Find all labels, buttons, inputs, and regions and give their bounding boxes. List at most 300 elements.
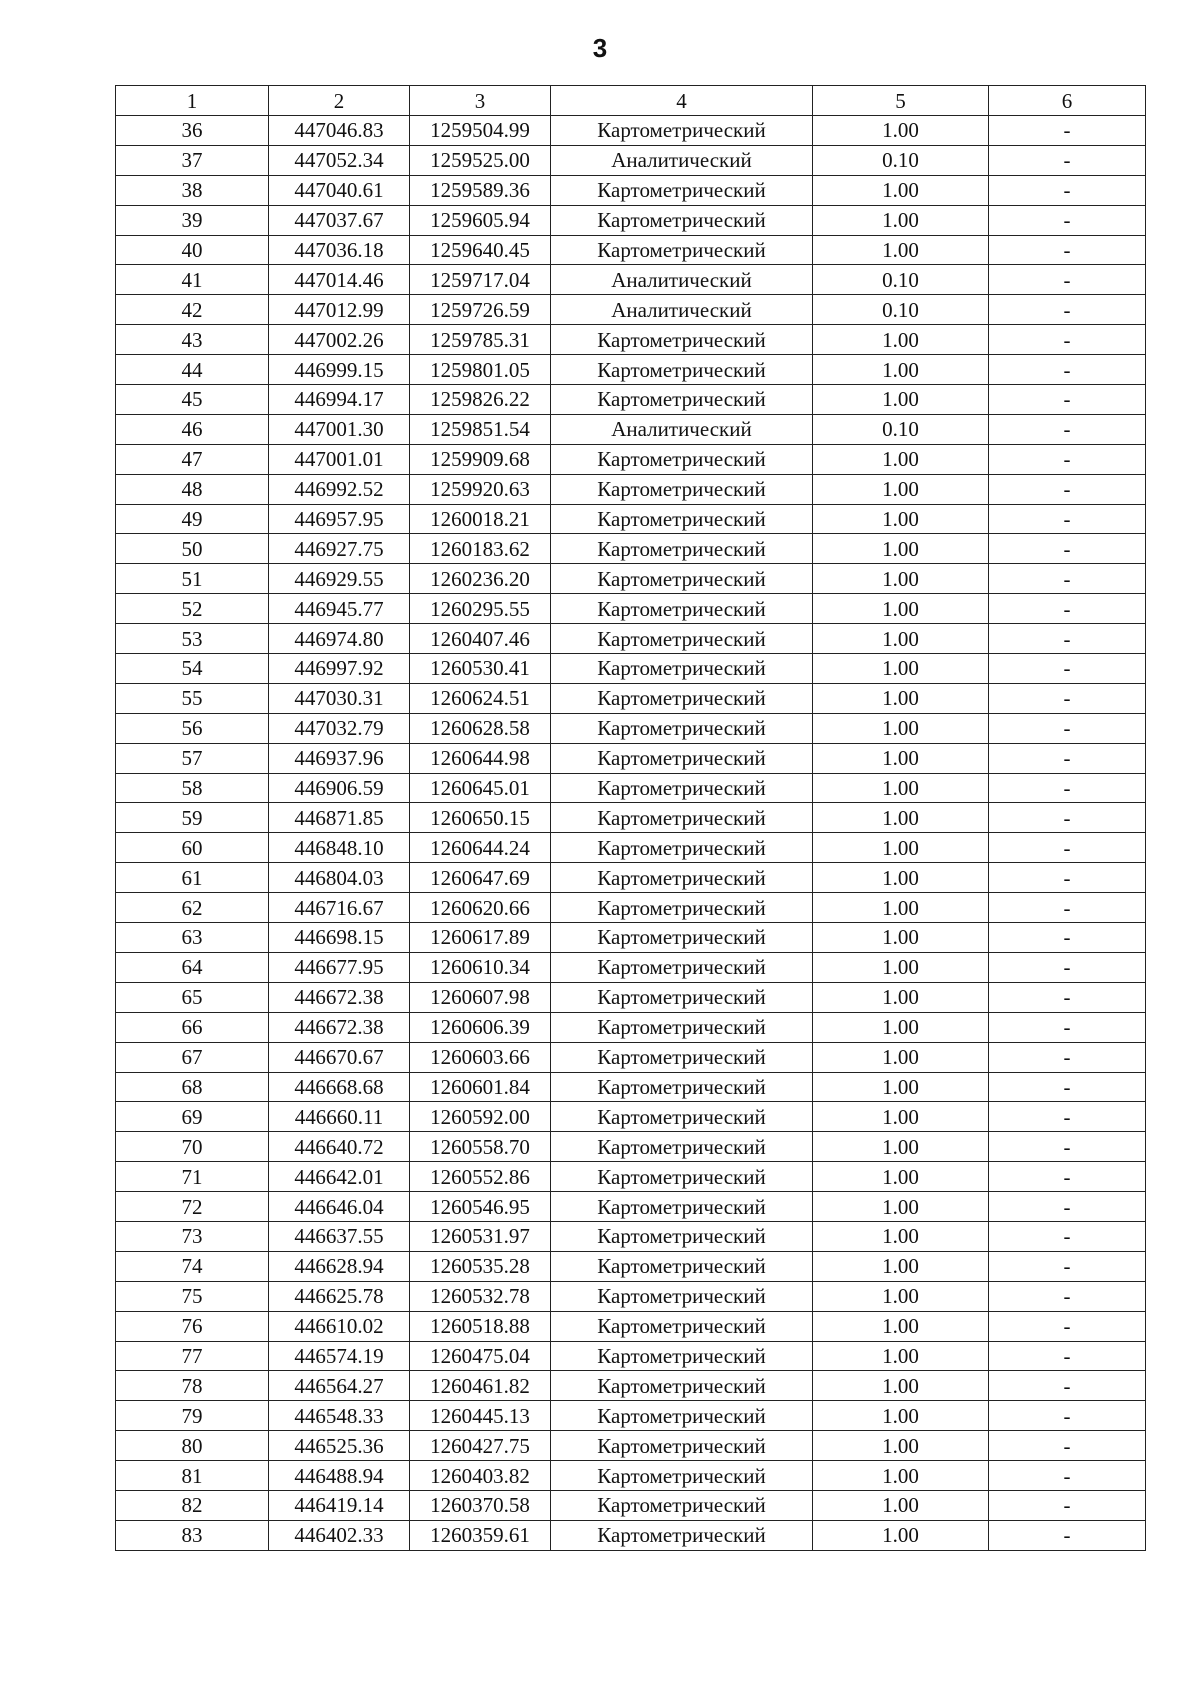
table-row bbox=[116, 952, 1146, 982]
coordinates-table bbox=[115, 85, 1146, 1551]
table-row bbox=[116, 982, 1146, 1012]
y-coordinate-cell: 1260532.78 bbox=[410, 1281, 551, 1311]
accuracy-cell: 1.00 bbox=[813, 1520, 989, 1550]
accuracy-cell: 0.10 bbox=[813, 295, 989, 325]
accuracy-cell: 1.00 bbox=[813, 1401, 989, 1431]
table-row bbox=[116, 923, 1146, 953]
method-cell: Картометрический bbox=[551, 594, 813, 624]
method-cell: Картометрический bbox=[551, 534, 813, 564]
method-cell: Картометрический bbox=[551, 803, 813, 833]
table-row bbox=[116, 414, 1146, 444]
y-coordinate-cell: 1259726.59 bbox=[410, 295, 551, 325]
note-cell: - bbox=[989, 1221, 1146, 1251]
y-coordinate-cell: 1260535.28 bbox=[410, 1251, 551, 1281]
note-cell: - bbox=[989, 414, 1146, 444]
point-number-cell: 46 bbox=[116, 414, 269, 444]
accuracy-cell: 1.00 bbox=[813, 564, 989, 594]
accuracy-cell: 1.00 bbox=[813, 773, 989, 803]
x-coordinate-cell: 447036.18 bbox=[269, 235, 410, 265]
note-cell: - bbox=[989, 923, 1146, 953]
table-row bbox=[116, 1461, 1146, 1491]
column-header-3: 3 bbox=[410, 86, 551, 116]
table-row bbox=[116, 1431, 1146, 1461]
method-cell: Картометрический bbox=[551, 1401, 813, 1431]
accuracy-cell: 1.00 bbox=[813, 1132, 989, 1162]
point-number-cell: 68 bbox=[116, 1072, 269, 1102]
point-number-cell: 59 bbox=[116, 803, 269, 833]
point-number-cell: 81 bbox=[116, 1461, 269, 1491]
note-cell: - bbox=[989, 355, 1146, 385]
table-header bbox=[116, 86, 1146, 116]
method-cell: Картометрический bbox=[551, 385, 813, 415]
table-row bbox=[116, 444, 1146, 474]
point-number-cell: 48 bbox=[116, 474, 269, 504]
table-row bbox=[116, 893, 1146, 923]
y-coordinate-cell: 1260461.82 bbox=[410, 1371, 551, 1401]
method-cell: Картометрический bbox=[551, 1520, 813, 1550]
y-coordinate-cell: 1259605.94 bbox=[410, 205, 551, 235]
x-coordinate-cell: 447012.99 bbox=[269, 295, 410, 325]
method-cell: Картометрический bbox=[551, 175, 813, 205]
table-row bbox=[116, 564, 1146, 594]
x-coordinate-cell: 446668.68 bbox=[269, 1072, 410, 1102]
method-cell: Картометрический bbox=[551, 1461, 813, 1491]
table-row bbox=[116, 235, 1146, 265]
note-cell: - bbox=[989, 893, 1146, 923]
method-cell: Картометрический bbox=[551, 205, 813, 235]
table-row bbox=[116, 594, 1146, 624]
y-coordinate-cell: 1260644.24 bbox=[410, 833, 551, 863]
accuracy-cell: 1.00 bbox=[813, 923, 989, 953]
point-number-cell: 37 bbox=[116, 145, 269, 175]
x-coordinate-cell: 447046.83 bbox=[269, 116, 410, 146]
table-row bbox=[116, 355, 1146, 385]
y-coordinate-cell: 1260531.97 bbox=[410, 1221, 551, 1251]
y-coordinate-cell: 1260183.62 bbox=[410, 534, 551, 564]
point-number-cell: 51 bbox=[116, 564, 269, 594]
note-cell: - bbox=[989, 683, 1146, 713]
accuracy-cell: 1.00 bbox=[813, 893, 989, 923]
y-coordinate-cell: 1260624.51 bbox=[410, 683, 551, 713]
x-coordinate-cell: 446937.96 bbox=[269, 743, 410, 773]
point-number-cell: 39 bbox=[116, 205, 269, 235]
x-coordinate-cell: 447030.31 bbox=[269, 683, 410, 713]
note-cell: - bbox=[989, 1192, 1146, 1222]
table-row bbox=[116, 116, 1146, 146]
table-row bbox=[116, 713, 1146, 743]
y-coordinate-cell: 1260607.98 bbox=[410, 982, 551, 1012]
accuracy-cell: 1.00 bbox=[813, 235, 989, 265]
x-coordinate-cell: 447014.46 bbox=[269, 265, 410, 295]
table-row bbox=[116, 1401, 1146, 1431]
table-row bbox=[116, 803, 1146, 833]
accuracy-cell: 1.00 bbox=[813, 1431, 989, 1461]
y-coordinate-cell: 1260552.86 bbox=[410, 1162, 551, 1192]
accuracy-cell: 1.00 bbox=[813, 325, 989, 355]
table-row bbox=[116, 534, 1146, 564]
accuracy-cell: 1.00 bbox=[813, 624, 989, 654]
y-coordinate-cell: 1260403.82 bbox=[410, 1461, 551, 1491]
y-coordinate-cell: 1260644.98 bbox=[410, 743, 551, 773]
method-cell: Картометрический bbox=[551, 1162, 813, 1192]
y-coordinate-cell: 1260427.75 bbox=[410, 1431, 551, 1461]
method-cell: Картометрический bbox=[551, 1311, 813, 1341]
x-coordinate-cell: 446999.15 bbox=[269, 355, 410, 385]
point-number-cell: 78 bbox=[116, 1371, 269, 1401]
point-number-cell: 57 bbox=[116, 743, 269, 773]
x-coordinate-cell: 446871.85 bbox=[269, 803, 410, 833]
point-number-cell: 67 bbox=[116, 1042, 269, 1072]
accuracy-cell: 1.00 bbox=[813, 1162, 989, 1192]
note-cell: - bbox=[989, 444, 1146, 474]
method-cell: Картометрический bbox=[551, 1371, 813, 1401]
point-number-cell: 75 bbox=[116, 1281, 269, 1311]
point-number-cell: 63 bbox=[116, 923, 269, 953]
note-cell: - bbox=[989, 1132, 1146, 1162]
method-cell: Картометрический bbox=[551, 773, 813, 803]
y-coordinate-cell: 1259525.00 bbox=[410, 145, 551, 175]
accuracy-cell: 1.00 bbox=[813, 385, 989, 415]
point-number-cell: 49 bbox=[116, 504, 269, 534]
method-cell: Картометрический bbox=[551, 355, 813, 385]
x-coordinate-cell: 446974.80 bbox=[269, 624, 410, 654]
table-row bbox=[116, 1221, 1146, 1251]
method-cell: Картометрический bbox=[551, 863, 813, 893]
x-coordinate-cell: 446637.55 bbox=[269, 1221, 410, 1251]
method-cell: Картометрический bbox=[551, 833, 813, 863]
y-coordinate-cell: 1259920.63 bbox=[410, 474, 551, 504]
x-coordinate-cell: 447002.26 bbox=[269, 325, 410, 355]
y-coordinate-cell: 1260546.95 bbox=[410, 1192, 551, 1222]
accuracy-cell: 1.00 bbox=[813, 175, 989, 205]
method-cell: Картометрический bbox=[551, 444, 813, 474]
y-coordinate-cell: 1260558.70 bbox=[410, 1132, 551, 1162]
point-number-cell: 82 bbox=[116, 1490, 269, 1520]
x-coordinate-cell: 446625.78 bbox=[269, 1281, 410, 1311]
x-coordinate-cell: 446525.36 bbox=[269, 1431, 410, 1461]
note-cell: - bbox=[989, 1431, 1146, 1461]
point-number-cell: 45 bbox=[116, 385, 269, 415]
note-cell: - bbox=[989, 1461, 1146, 1491]
method-cell: Картометрический bbox=[551, 982, 813, 1012]
point-number-cell: 80 bbox=[116, 1431, 269, 1461]
table-row bbox=[116, 1371, 1146, 1401]
note-cell: - bbox=[989, 265, 1146, 295]
point-number-cell: 66 bbox=[116, 1012, 269, 1042]
note-cell: - bbox=[989, 1520, 1146, 1550]
accuracy-cell: 1.00 bbox=[813, 803, 989, 833]
y-coordinate-cell: 1260445.13 bbox=[410, 1401, 551, 1431]
table-row bbox=[116, 1311, 1146, 1341]
x-coordinate-cell: 446642.01 bbox=[269, 1162, 410, 1192]
note-cell: - bbox=[989, 1162, 1146, 1192]
point-number-cell: 83 bbox=[116, 1520, 269, 1550]
column-header-2: 2 bbox=[269, 86, 410, 116]
point-number-cell: 76 bbox=[116, 1311, 269, 1341]
x-coordinate-cell: 446945.77 bbox=[269, 594, 410, 624]
table-row bbox=[116, 683, 1146, 713]
note-cell: - bbox=[989, 1012, 1146, 1042]
note-cell: - bbox=[989, 1490, 1146, 1520]
table-row bbox=[116, 1132, 1146, 1162]
y-coordinate-cell: 1259504.99 bbox=[410, 116, 551, 146]
note-cell: - bbox=[989, 713, 1146, 743]
y-coordinate-cell: 1260645.01 bbox=[410, 773, 551, 803]
note-cell: - bbox=[989, 1281, 1146, 1311]
point-number-cell: 50 bbox=[116, 534, 269, 564]
method-cell: Картометрический bbox=[551, 1431, 813, 1461]
column-header-1: 1 bbox=[116, 86, 269, 116]
y-coordinate-cell: 1260628.58 bbox=[410, 713, 551, 743]
table-row bbox=[116, 1490, 1146, 1520]
table-row bbox=[116, 205, 1146, 235]
table-row bbox=[116, 1102, 1146, 1132]
accuracy-cell: 1.00 bbox=[813, 713, 989, 743]
accuracy-cell: 0.10 bbox=[813, 265, 989, 295]
method-cell: Картометрический bbox=[551, 713, 813, 743]
accuracy-cell: 1.00 bbox=[813, 1221, 989, 1251]
y-coordinate-cell: 1259640.45 bbox=[410, 235, 551, 265]
column-header-5: 5 bbox=[813, 86, 989, 116]
method-cell: Картометрический bbox=[551, 1012, 813, 1042]
accuracy-cell: 1.00 bbox=[813, 1042, 989, 1072]
method-cell: Аналитический bbox=[551, 145, 813, 175]
y-coordinate-cell: 1260359.61 bbox=[410, 1520, 551, 1550]
accuracy-cell: 1.00 bbox=[813, 594, 989, 624]
note-cell: - bbox=[989, 1102, 1146, 1132]
point-number-cell: 53 bbox=[116, 624, 269, 654]
y-coordinate-cell: 1260530.41 bbox=[410, 654, 551, 684]
note-cell: - bbox=[989, 982, 1146, 1012]
note-cell: - bbox=[989, 534, 1146, 564]
y-coordinate-cell: 1259851.54 bbox=[410, 414, 551, 444]
accuracy-cell: 1.00 bbox=[813, 1490, 989, 1520]
note-cell: - bbox=[989, 1311, 1146, 1341]
method-cell: Картометрический bbox=[551, 474, 813, 504]
x-coordinate-cell: 446628.94 bbox=[269, 1251, 410, 1281]
note-cell: - bbox=[989, 205, 1146, 235]
point-number-cell: 70 bbox=[116, 1132, 269, 1162]
method-cell: Картометрический bbox=[551, 1341, 813, 1371]
y-coordinate-cell: 1260617.89 bbox=[410, 923, 551, 953]
x-coordinate-cell: 447001.01 bbox=[269, 444, 410, 474]
table-row bbox=[116, 863, 1146, 893]
x-coordinate-cell: 446992.52 bbox=[269, 474, 410, 504]
point-number-cell: 38 bbox=[116, 175, 269, 205]
point-number-cell: 47 bbox=[116, 444, 269, 474]
x-coordinate-cell: 446564.27 bbox=[269, 1371, 410, 1401]
y-coordinate-cell: 1260650.15 bbox=[410, 803, 551, 833]
point-number-cell: 58 bbox=[116, 773, 269, 803]
y-coordinate-cell: 1260610.34 bbox=[410, 952, 551, 982]
point-number-cell: 43 bbox=[116, 325, 269, 355]
note-cell: - bbox=[989, 116, 1146, 146]
x-coordinate-cell: 446419.14 bbox=[269, 1490, 410, 1520]
y-coordinate-cell: 1259801.05 bbox=[410, 355, 551, 385]
note-cell: - bbox=[989, 863, 1146, 893]
note-cell: - bbox=[989, 564, 1146, 594]
method-cell: Картометрический bbox=[551, 624, 813, 654]
accuracy-cell: 1.00 bbox=[813, 743, 989, 773]
point-number-cell: 44 bbox=[116, 355, 269, 385]
x-coordinate-cell: 446402.33 bbox=[269, 1520, 410, 1550]
note-cell: - bbox=[989, 773, 1146, 803]
note-cell: - bbox=[989, 235, 1146, 265]
table-row bbox=[116, 265, 1146, 295]
x-coordinate-cell: 446957.95 bbox=[269, 504, 410, 534]
x-coordinate-cell: 446488.94 bbox=[269, 1461, 410, 1491]
y-coordinate-cell: 1260603.66 bbox=[410, 1042, 551, 1072]
y-coordinate-cell: 1259909.68 bbox=[410, 444, 551, 474]
y-coordinate-cell: 1260606.39 bbox=[410, 1012, 551, 1042]
note-cell: - bbox=[989, 1371, 1146, 1401]
accuracy-cell: 0.10 bbox=[813, 414, 989, 444]
table-row bbox=[116, 504, 1146, 534]
accuracy-cell: 1.00 bbox=[813, 1192, 989, 1222]
point-number-cell: 60 bbox=[116, 833, 269, 863]
y-coordinate-cell: 1259717.04 bbox=[410, 265, 551, 295]
table-row bbox=[116, 295, 1146, 325]
y-coordinate-cell: 1259826.22 bbox=[410, 385, 551, 415]
method-cell: Картометрический bbox=[551, 1102, 813, 1132]
x-coordinate-cell: 446927.75 bbox=[269, 534, 410, 564]
y-coordinate-cell: 1260295.55 bbox=[410, 594, 551, 624]
note-cell: - bbox=[989, 504, 1146, 534]
point-number-cell: 61 bbox=[116, 863, 269, 893]
accuracy-cell: 1.00 bbox=[813, 1281, 989, 1311]
accuracy-cell: 1.00 bbox=[813, 1251, 989, 1281]
accuracy-cell: 1.00 bbox=[813, 1341, 989, 1371]
x-coordinate-cell: 446610.02 bbox=[269, 1311, 410, 1341]
x-coordinate-cell: 446660.11 bbox=[269, 1102, 410, 1132]
point-number-cell: 62 bbox=[116, 893, 269, 923]
table-row bbox=[116, 1251, 1146, 1281]
accuracy-cell: 1.00 bbox=[813, 355, 989, 385]
table-row bbox=[116, 773, 1146, 803]
method-cell: Картометрический bbox=[551, 504, 813, 534]
note-cell: - bbox=[989, 1401, 1146, 1431]
point-number-cell: 41 bbox=[116, 265, 269, 295]
note-cell: - bbox=[989, 594, 1146, 624]
table-row bbox=[116, 1072, 1146, 1102]
table-row bbox=[116, 325, 1146, 355]
point-number-cell: 56 bbox=[116, 713, 269, 743]
x-coordinate-cell: 447032.79 bbox=[269, 713, 410, 743]
accuracy-cell: 1.00 bbox=[813, 952, 989, 982]
x-coordinate-cell: 447052.34 bbox=[269, 145, 410, 175]
table-row bbox=[116, 175, 1146, 205]
method-cell: Аналитический bbox=[551, 265, 813, 295]
note-cell: - bbox=[989, 952, 1146, 982]
x-coordinate-cell: 446997.92 bbox=[269, 654, 410, 684]
y-coordinate-cell: 1260236.20 bbox=[410, 564, 551, 594]
point-number-cell: 79 bbox=[116, 1401, 269, 1431]
x-coordinate-cell: 446804.03 bbox=[269, 863, 410, 893]
method-cell: Картометрический bbox=[551, 1132, 813, 1162]
point-number-cell: 40 bbox=[116, 235, 269, 265]
y-coordinate-cell: 1260620.66 bbox=[410, 893, 551, 923]
note-cell: - bbox=[989, 474, 1146, 504]
point-number-cell: 55 bbox=[116, 683, 269, 713]
point-number-cell: 54 bbox=[116, 654, 269, 684]
note-cell: - bbox=[989, 1042, 1146, 1072]
method-cell: Картометрический bbox=[551, 893, 813, 923]
accuracy-cell: 1.00 bbox=[813, 1012, 989, 1042]
x-coordinate-cell: 447037.67 bbox=[269, 205, 410, 235]
table-row bbox=[116, 1012, 1146, 1042]
y-coordinate-cell: 1260018.21 bbox=[410, 504, 551, 534]
table-row bbox=[116, 1042, 1146, 1072]
y-coordinate-cell: 1260647.69 bbox=[410, 863, 551, 893]
x-coordinate-cell: 446906.59 bbox=[269, 773, 410, 803]
note-cell: - bbox=[989, 1341, 1146, 1371]
x-coordinate-cell: 446670.67 bbox=[269, 1042, 410, 1072]
y-coordinate-cell: 1260518.88 bbox=[410, 1311, 551, 1341]
note-cell: - bbox=[989, 1251, 1146, 1281]
page-number: 3 bbox=[592, 33, 608, 63]
method-cell: Картометрический bbox=[551, 325, 813, 355]
note-cell: - bbox=[989, 1072, 1146, 1102]
y-coordinate-cell: 1260407.46 bbox=[410, 624, 551, 654]
note-cell: - bbox=[989, 833, 1146, 863]
x-coordinate-cell: 446929.55 bbox=[269, 564, 410, 594]
x-coordinate-cell: 446646.04 bbox=[269, 1192, 410, 1222]
table-row bbox=[116, 385, 1146, 415]
accuracy-cell: 1.00 bbox=[813, 683, 989, 713]
x-coordinate-cell: 446574.19 bbox=[269, 1341, 410, 1371]
method-cell: Картометрический bbox=[551, 1042, 813, 1072]
point-number-cell: 72 bbox=[116, 1192, 269, 1222]
method-cell: Картометрический bbox=[551, 952, 813, 982]
accuracy-cell: 1.00 bbox=[813, 205, 989, 235]
accuracy-cell: 0.10 bbox=[813, 145, 989, 175]
accuracy-cell: 1.00 bbox=[813, 504, 989, 534]
point-number-cell: 36 bbox=[116, 116, 269, 146]
method-cell: Картометрический bbox=[551, 683, 813, 713]
method-cell: Картометрический bbox=[551, 116, 813, 146]
table-row bbox=[116, 1162, 1146, 1192]
x-coordinate-cell: 446548.33 bbox=[269, 1401, 410, 1431]
table-row bbox=[116, 743, 1146, 773]
point-number-cell: 65 bbox=[116, 982, 269, 1012]
note-cell: - bbox=[989, 175, 1146, 205]
note-cell: - bbox=[989, 385, 1146, 415]
method-cell: Картометрический bbox=[551, 1221, 813, 1251]
note-cell: - bbox=[989, 295, 1146, 325]
accuracy-cell: 1.00 bbox=[813, 474, 989, 504]
x-coordinate-cell: 446994.17 bbox=[269, 385, 410, 415]
method-cell: Аналитический bbox=[551, 414, 813, 444]
header-row bbox=[116, 86, 1146, 116]
point-number-cell: 42 bbox=[116, 295, 269, 325]
note-cell: - bbox=[989, 654, 1146, 684]
x-coordinate-cell: 446716.67 bbox=[269, 893, 410, 923]
table-row bbox=[116, 654, 1146, 684]
y-coordinate-cell: 1260370.58 bbox=[410, 1490, 551, 1520]
point-number-cell: 77 bbox=[116, 1341, 269, 1371]
method-cell: Картометрический bbox=[551, 1192, 813, 1222]
table-row bbox=[116, 833, 1146, 863]
accuracy-cell: 1.00 bbox=[813, 1072, 989, 1102]
method-cell: Картометрический bbox=[551, 1072, 813, 1102]
x-coordinate-cell: 447001.30 bbox=[269, 414, 410, 444]
accuracy-cell: 1.00 bbox=[813, 1461, 989, 1491]
accuracy-cell: 1.00 bbox=[813, 1371, 989, 1401]
accuracy-cell: 1.00 bbox=[813, 1311, 989, 1341]
y-coordinate-cell: 1260592.00 bbox=[410, 1102, 551, 1132]
accuracy-cell: 1.00 bbox=[813, 833, 989, 863]
point-number-cell: 74 bbox=[116, 1251, 269, 1281]
